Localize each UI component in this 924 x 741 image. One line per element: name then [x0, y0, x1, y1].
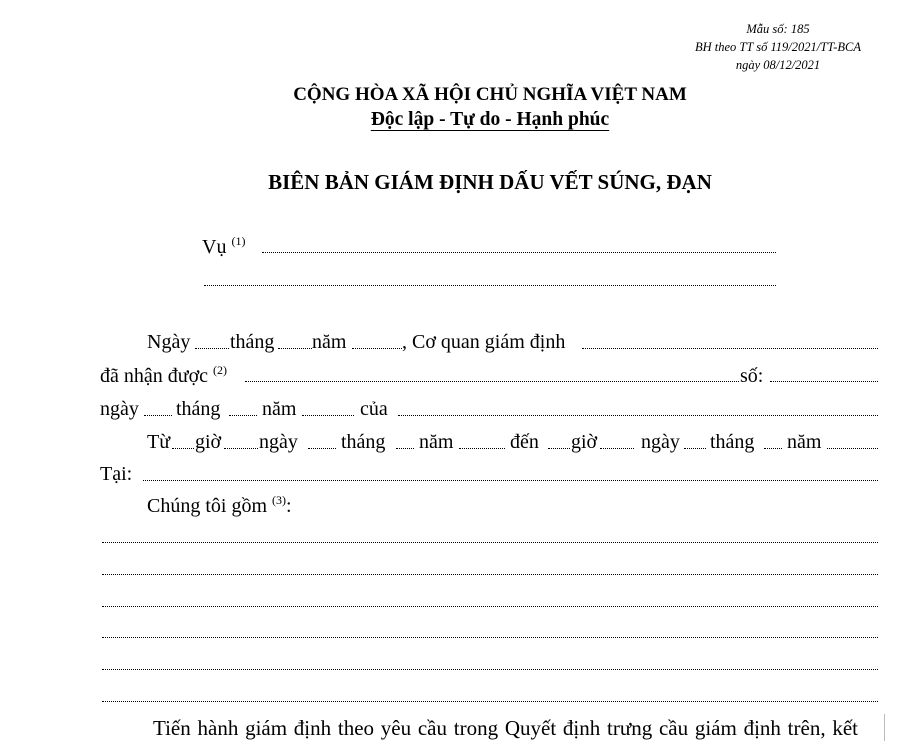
nation-heading: CỘNG HÒA XÃ HỘI CHỦ NGHĨA VIỆT NAM: [293, 84, 687, 105]
members-colon: :: [286, 495, 292, 517]
field-number[interactable]: [770, 381, 878, 382]
form-metadata: [658, 20, 898, 74]
field-from-day[interactable]: [224, 448, 258, 449]
field-to-day[interactable]: [600, 448, 634, 449]
text-thang: tháng: [230, 331, 275, 353]
text-members: Chúng tôi gồm: [147, 495, 268, 517]
form-date: ngày 08/12/2021: [735, 58, 821, 72]
field-from-year[interactable]: [396, 448, 414, 449]
members-row: [147, 494, 292, 518]
field-to-year[interactable]: [764, 448, 782, 449]
case-label-row: [202, 235, 245, 259]
footnote-3: (3): [272, 493, 287, 507]
motto-heading: [0, 109, 924, 131]
text-thang-2: tháng: [176, 398, 221, 420]
field-month-2[interactable]: [229, 415, 257, 416]
field-month[interactable]: [278, 348, 312, 349]
received-row: [100, 364, 227, 388]
text-ngay-3: ngày: [259, 431, 298, 453]
form-number: Mẫu số: 185: [746, 22, 810, 36]
text-so: số:: [740, 365, 764, 387]
field-received[interactable]: [245, 381, 739, 382]
text-ngay-4: ngày: [641, 431, 680, 453]
field-agency[interactable]: [582, 348, 878, 349]
field-issuer[interactable]: [398, 415, 878, 416]
field-to-year-2[interactable]: [827, 448, 878, 449]
text-gio-2: giờ: [571, 431, 598, 453]
text-agency: , Cơ quan giám định: [402, 331, 566, 353]
field-to-hour[interactable]: [548, 448, 570, 449]
text-tu: Từ: [147, 431, 171, 453]
motto-text: Độc lập - Tự do - Hạnh phúc: [370, 109, 610, 130]
case-label: Vụ: [202, 236, 227, 258]
members-field-3[interactable]: [102, 606, 878, 607]
field-day-2[interactable]: [144, 415, 172, 416]
field-from-month[interactable]: [308, 448, 336, 449]
text-ngay-2: ngày: [100, 398, 139, 420]
text-gio: giờ: [195, 431, 222, 453]
field-from-hour[interactable]: [172, 448, 194, 449]
footnote-1: (1): [231, 234, 246, 248]
members-field-2[interactable]: [102, 574, 878, 575]
footnote-2: (2): [213, 363, 228, 377]
conclusion-text: Tiến hành giám định theo yêu cầu trong Quyết định trưng cầu giám định trên, kết: [153, 716, 858, 740]
case-field-1[interactable]: [262, 252, 776, 253]
text-nam-3: năm: [419, 431, 454, 453]
text-den: đến: [510, 431, 539, 453]
members-field-1[interactable]: [102, 542, 878, 543]
text-received: đã nhận được: [100, 365, 209, 387]
field-year-2[interactable]: [302, 415, 354, 416]
text-nam-2: năm: [262, 398, 297, 420]
members-field-6[interactable]: [102, 701, 878, 702]
members-field-4[interactable]: [102, 637, 878, 638]
text-cua: của: [360, 398, 388, 420]
field-from-year-2[interactable]: [459, 448, 505, 449]
text-nam-4: năm: [787, 431, 822, 453]
text-ngay: Ngày: [147, 331, 191, 353]
text-cursor: [884, 714, 885, 741]
case-field-2[interactable]: [204, 285, 776, 286]
text-tai: Tại:: [100, 463, 133, 485]
field-day[interactable]: [195, 348, 229, 349]
field-to-month[interactable]: [684, 448, 706, 449]
text-thang-3: tháng: [341, 431, 386, 453]
text-thang-4: tháng: [710, 431, 755, 453]
text-nam: năm: [312, 331, 347, 353]
form-issued-by: BH theo TT số 119/2021/TT-BCA: [695, 40, 861, 54]
field-location[interactable]: [143, 480, 878, 481]
members-field-5[interactable]: [102, 669, 878, 670]
document-title: BIÊN BẢN GIÁM ĐỊNH DẤU VẾT SÚNG, ĐẠN: [268, 170, 712, 194]
field-year[interactable]: [352, 348, 402, 349]
